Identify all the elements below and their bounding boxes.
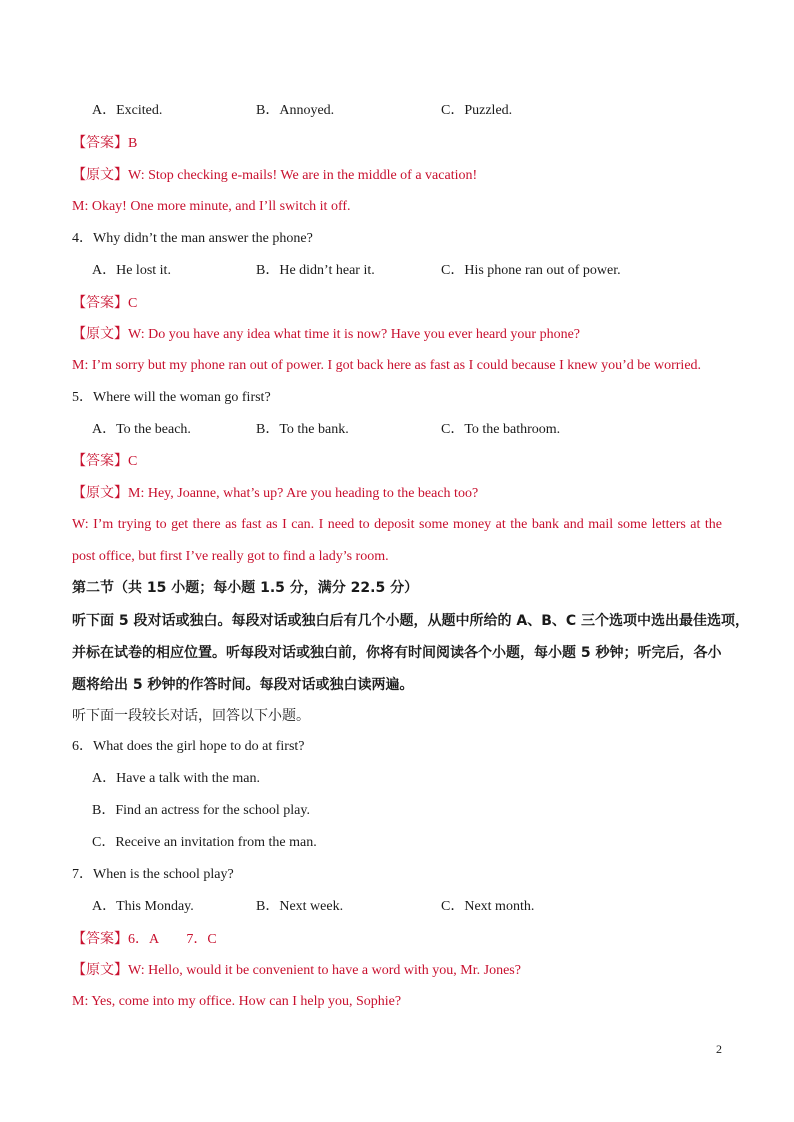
- answer-tag: 【答案】: [72, 931, 128, 947]
- q7-option-b: B．Next week.: [256, 899, 344, 914]
- page-number: 2: [716, 1042, 722, 1056]
- q6-option-b: B．Find an actress for the school play.: [92, 803, 310, 818]
- transcript-4-m: M: I’m sorry but my phone ran out of power. I got back here as fast as I could because I knew you’d be worried.: [72, 358, 702, 373]
- answer-6-7: [72, 930, 217, 949]
- q4-option-c: C．His phone ran out of power.: [441, 263, 621, 278]
- section-2-instruction-line2: 并标在试卷的相应位置。听每段对话或独白前，你将有时间阅读各个小题，每小题 5 秒钟；听完后，各小: [72, 645, 722, 661]
- transcript-tag: 【原文】: [72, 326, 128, 342]
- transcript-3-m: M: Okay! One more minute, and I’ll switch it off.: [72, 199, 351, 214]
- answer-5: [72, 452, 137, 471]
- answer-3: [72, 134, 137, 153]
- answer-value: C: [128, 454, 138, 469]
- answer-tag: 【答案】: [72, 453, 128, 469]
- transcript-5-w-line1: W: I’m trying to get there as fast as I can. I need to deposit some money at the bank and mail some letters at the: [72, 517, 722, 532]
- answer-value: 6．A 7．C: [128, 932, 217, 947]
- question-7-stem: 7．When is the school play?: [72, 867, 234, 882]
- q7-option-a: A．This Monday.: [92, 899, 194, 914]
- answer-value: B: [128, 136, 138, 151]
- answer-4: [72, 294, 137, 313]
- transcript-line: W: Stop checking e-mails! We are in the middle of a vacation!: [128, 168, 478, 183]
- transcript-3-w: [72, 166, 477, 185]
- transcript-5-w-line2: post office, but first I’ve really got to find a lady’s room.: [72, 549, 389, 564]
- q4-option-a: A．He lost it.: [92, 263, 171, 278]
- transcript-6-7-m: M: Yes, come into my office. How can I help you, Sophie?: [72, 994, 402, 1009]
- q7-option-c: C．Next month.: [441, 899, 535, 914]
- transcript-line: M: Hey, Joanne, what’s up? Are you heading to the beach too?: [128, 486, 479, 501]
- transcript-line: W: Do you have any idea what time it is now? Have you ever heard your phone?: [128, 327, 580, 342]
- question-5-stem: 5．Where will the woman go first?: [72, 390, 271, 405]
- q5-option-b: B．To the bank.: [256, 422, 349, 437]
- section-2-instruction-line3: 题将给出 5 秒钟的作答时间。每段对话或独白读两遍。: [72, 677, 414, 693]
- transcript-tag: 【原文】: [72, 962, 128, 978]
- q4-option-b: B．He didn’t hear it.: [256, 263, 375, 278]
- section-2-lead: 听下面一段较长对话，回答以下小题。: [72, 708, 310, 724]
- q6-option-a: A．Have a talk with the man.: [92, 771, 260, 786]
- q3-option-c: C．Puzzled.: [441, 103, 513, 118]
- transcript-tag: 【原文】: [72, 485, 128, 501]
- transcript-tag: 【原文】: [72, 167, 128, 183]
- transcript-line: W: Hello, would it be convenient to have a word with you, Mr. Jones?: [128, 963, 521, 978]
- transcript-4-w: [72, 325, 580, 344]
- q3-option-b: B．Annoyed.: [256, 103, 335, 118]
- answer-value: C: [128, 296, 138, 311]
- q5-option-c: C．To the bathroom.: [441, 422, 561, 437]
- question-4-stem: 4．Why didn’t the man answer the phone?: [72, 231, 313, 246]
- section-2-instruction-line1: 听下面 5 段对话或独白。每段对话或独白后有几个小题，从题中所给的 A、B、C 三个选项中选出最佳选项，: [72, 613, 750, 629]
- section-2-title: 第二节（共 15 小题；每小题 1.5 分，满分 22.5 分）: [72, 580, 419, 596]
- transcript-6-7-w: [72, 961, 521, 980]
- transcript-5-m: [72, 484, 478, 503]
- answer-tag: 【答案】: [72, 295, 128, 311]
- q5-option-a: A．To the beach.: [92, 422, 191, 437]
- q3-option-a: A．Excited.: [92, 103, 163, 118]
- question-6-stem: 6．What does the girl hope to do at first?: [72, 739, 305, 754]
- q6-option-c: C．Receive an invitation from the man.: [92, 835, 317, 850]
- answer-tag: 【答案】: [72, 135, 128, 151]
